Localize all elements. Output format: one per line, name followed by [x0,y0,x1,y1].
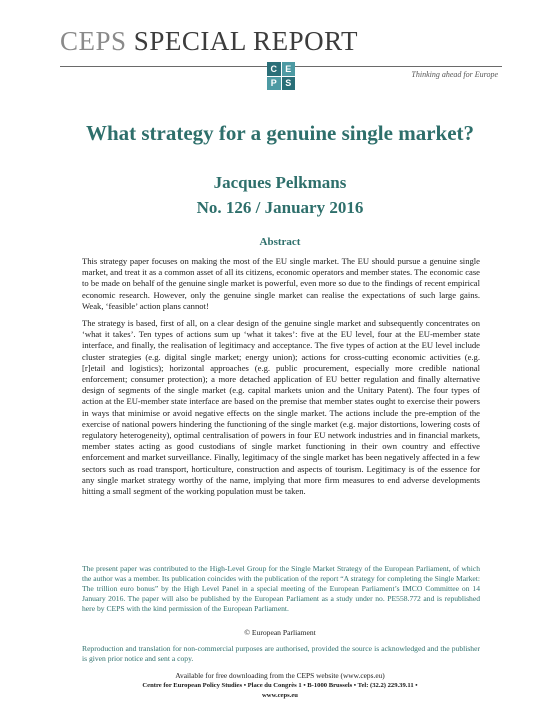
report-header [0,26,560,89]
publisher-address: Centre for European Policy Studies • Place du Congrès 1 • B-1000 Brussels • Tel: (32.2) 229.39.11 • [142,682,418,689]
logo-letter: E [282,62,296,76]
abstract-paragraph-2: The strategy is based, first of all, on a clear design of the genuine single market and subsequently concentrates on ‘what it takes’. Ten types of actions sum up ‘what it takes’: five at the EU level, four at the EU-member state interface, and finally, the realisation of legitimacy and acceptance. The five types of action at the EU level include cluster strategies (e.g. digital single market; energy union); actions for cross-cutting economic activities (e.g. [r]etail and logistics); horizontal approaches (e.g. public procurement, especially more credible national enforcement; consumer protection); a more detached application of EU better regulation and finally alternative design of segments of the single market (e.g. capital markets union and the Unitary Patent). The four types of action at the EU-member state interface are based on the premise that member states ought to exercise their powers in ways that minimise or avoid negative effects on the single market. The actions include the pre-emption of the exercise of national powers hindering the functioning of the single market (e.g. major distortions, lowering costs of regulatory heterogeneity), optimal centralisation of powers in four EU network industries and in financial markets, member states acting as good custodians of single market functioning in their own country and effective enforcement and market surveillance. Finally, legitimacy of the single market has been negatively affected in a few sectors such as road transport, horticulture, construction and aspects of tourism. Legitimacy is of the essence for any single market strategy worthy of the name, implying that more firm measures to end adverse developments hitting a small segment of the working population must be taken. [82,318,480,497]
series-title-special-report: SPECIAL REPORT [133,26,358,56]
logo-letter: P [267,77,281,91]
series-title [60,26,358,57]
logo-letter: S [282,77,296,91]
abstract-heading: Abstract [259,236,301,248]
author-name: Jacques Pelkmans [213,173,347,192]
ceps-logo [267,62,295,90]
document-title: What strategy for a genuine single market? [85,121,475,145]
abstract-paragraph-1: This strategy paper focuses on making the most of the EU single market. The EU should pursue a genuine single market, and treat it as a common asset of all its citizens, economic operators and member states. The economic case to be made on behalf of the genuine single market is powerful, even more so due to the findings of recent empirical economic research. However, only the genuine single market can realise the expectations of such large gains. Weak, ‘feasible’ action plans cannot! [82,256,480,311]
publication-note: The present paper was contributed to the High-Level Group for the Single Market Strategy of the European Parliament, of which the author was a member. Its publication coincides with the publication of the report “A strategy for completing the Single Market: The trillion euro bonus” by the High Level Panel in a special meeting of the European Parliament’s IMCO Committee on 14 January 2016. The paper will also be published by the European Parliament as a study under no. PE558.772 and is republished here by CEPS with the kind permission of the European Parliament. [82,564,480,613]
logo-letter: C [267,62,281,76]
tagline: Thinking ahead for Europe [411,70,498,79]
download-notice: Available for free downloading from the CEPS website (www.ceps.eu) [175,671,385,680]
issue-number: No. 126 / January 2016 [196,198,364,217]
website-link[interactable]: www.ceps.eu [262,692,298,699]
series-title-ceps: CEPS [60,26,134,56]
copyright-notice: © European Parliament [244,628,316,637]
reproduction-notice: Reproduction and translation for non-commercial purposes are authorised, provided the source is acknowledged and the publisher is given prior notice and sent a copy. [82,644,480,663]
